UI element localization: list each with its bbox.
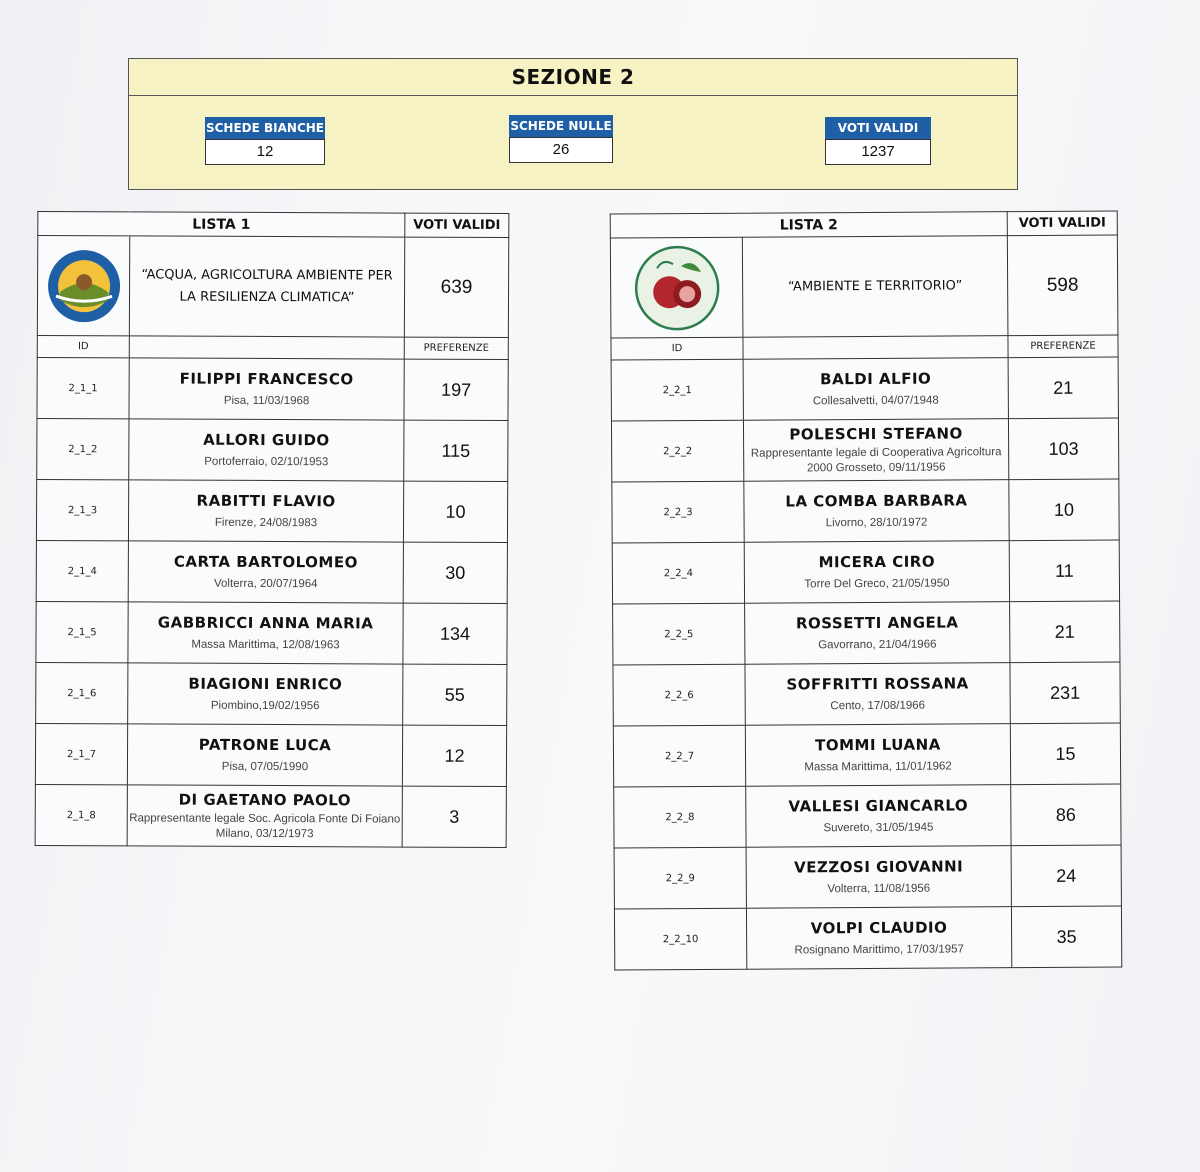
- candidate-cell: [743, 358, 1008, 421]
- candidate-detail: Massa Marittima, 12/08/1963: [191, 638, 340, 651]
- table-row: [35, 723, 506, 786]
- table-row: [612, 540, 1119, 604]
- candidate-cell: [127, 785, 402, 847]
- candidate-name: GABBRICCI ANNA MARIA: [157, 613, 374, 632]
- list-1-table: [35, 211, 510, 848]
- candidate-cell: [128, 541, 403, 603]
- candidate-votes: 12: [402, 725, 506, 786]
- candidate-detail: Piombino,19/02/1956: [210, 699, 320, 712]
- votes-header: VOTI VALIDI: [405, 213, 509, 237]
- candidate-votes: 15: [1010, 723, 1120, 785]
- candidate-name: FILIPPI FRANCESCO: [179, 369, 354, 388]
- candidate-votes: 3: [402, 786, 506, 847]
- table-row: [612, 479, 1119, 543]
- candidate-cell: [746, 785, 1011, 848]
- candidate-cell: [127, 724, 402, 786]
- candidate-id: 2_2_2: [611, 420, 743, 482]
- candidate-cell: [744, 480, 1009, 543]
- water-agriculture-logo-icon: [45, 244, 121, 328]
- table-row: [36, 662, 507, 725]
- candidate-name: TOMMI LUANA: [815, 735, 941, 754]
- section-summary: [128, 58, 1018, 190]
- candidate-votes: 134: [403, 603, 507, 664]
- name-header: [129, 336, 404, 359]
- candidate-detail: Gavorrano, 21/04/1966: [818, 638, 937, 651]
- candidate-id: 2_1_5: [36, 601, 128, 662]
- candidate-votes: 10: [1009, 479, 1119, 541]
- candidate-detail: Volterra, 11/08/1956: [827, 882, 931, 895]
- candidate-votes: 55: [403, 664, 507, 725]
- candidate-name: VALLESI GIANCARLO: [788, 795, 969, 815]
- candidate-name: VEZZOSI GIOVANNI: [794, 856, 964, 876]
- candidate-id: 2_1_4: [36, 540, 128, 601]
- candidate-cell: [746, 907, 1011, 970]
- candidate-id: 2_1_1: [37, 357, 129, 418]
- candidate-cell: [745, 602, 1010, 665]
- candidate-cell: [128, 663, 403, 725]
- candidate-name: DI GAETANO PAOLO: [178, 790, 352, 809]
- candidate-id: 2_1_7: [35, 723, 127, 784]
- table-row: [614, 784, 1121, 848]
- candidate-name: ALLORI GUIDO: [203, 430, 330, 449]
- candidate-detail: Collesalvetti, 04/07/1948: [812, 394, 939, 407]
- candidate-detail: Pisa, 11/03/1968: [223, 394, 310, 407]
- candidate-cell: [746, 846, 1011, 909]
- candidate-name: RABITTI FLAVIO: [196, 491, 336, 510]
- candidate-detail: Pisa, 07/05/1990: [221, 760, 309, 773]
- name-header: [743, 336, 1008, 360]
- candidate-votes: 115: [404, 420, 508, 481]
- table-row: [37, 418, 508, 481]
- table-row: [614, 845, 1121, 909]
- candidate-name: LA COMBA BARBARA: [785, 490, 968, 510]
- candidate-cell: [128, 480, 403, 542]
- candidate-name: CARTA BARTOLOMEO: [173, 552, 358, 571]
- candidate-id: 2_2_5: [613, 603, 745, 665]
- table-row: [36, 479, 507, 542]
- candidate-name: BALDI ALFIO: [820, 369, 932, 388]
- table-row: [36, 601, 507, 664]
- candidate-detail: Massa Marittima, 11/01/1962: [804, 759, 952, 773]
- candidate-detail: Volterra, 20/07/1964: [213, 577, 318, 590]
- list-logo: [37, 235, 129, 335]
- stat-voti-validi: [825, 117, 931, 165]
- table-row: [611, 418, 1118, 482]
- candidate-detail: Firenze, 24/08/1983: [214, 516, 318, 529]
- candidate-cell: [743, 419, 1008, 482]
- candidate-id: 2_1_3: [36, 479, 128, 540]
- candidate-id: 2_2_8: [614, 786, 746, 848]
- candidate-detail: Livorno, 28/10/1972: [825, 516, 928, 529]
- list-title: LISTA 1: [38, 211, 405, 237]
- candidate-id: 2_2_4: [612, 542, 744, 604]
- candidate-votes: 86: [1011, 784, 1121, 846]
- list-total-votes: 639: [404, 237, 508, 337]
- candidate-id: 2_1_2: [37, 418, 129, 479]
- list-logo: [610, 237, 743, 338]
- stat-label: SCHEDE BIANCHE: [205, 117, 325, 139]
- list-total-votes: 598: [1007, 235, 1118, 336]
- id-header: ID: [611, 337, 743, 360]
- stat-value: 1237: [825, 139, 931, 165]
- candidate-cell: [128, 602, 403, 664]
- candidate-votes: 231: [1010, 662, 1120, 724]
- candidate-votes: 11: [1009, 540, 1119, 602]
- candidate-votes: 35: [1011, 906, 1121, 968]
- candidate-id: 2_1_8: [35, 784, 127, 845]
- list-2-table: [610, 210, 1123, 970]
- table-row: [613, 723, 1120, 787]
- stat-value: 26: [509, 137, 613, 163]
- candidate-id: 2_2_7: [613, 725, 745, 787]
- candidate-detail: Cento, 17/08/1966: [830, 699, 926, 712]
- votes-header: VOTI VALIDI: [1007, 211, 1117, 236]
- candidate-name: PATRONE LUCA: [198, 735, 332, 754]
- candidate-votes: 103: [1008, 418, 1118, 480]
- list-title: LISTA 2: [610, 212, 1007, 238]
- table-row: [35, 784, 506, 847]
- candidate-detail: Rosignano Marittimo, 17/03/1957: [794, 942, 964, 956]
- candidate-cell: [744, 541, 1009, 604]
- candidate-cell: [745, 663, 1010, 726]
- table-row: [613, 601, 1120, 665]
- list-name: “ACQUA, AGRICOLTURA AMBIENTE PER LA RESILIENZA CLIMATICA”: [129, 236, 404, 337]
- candidate-id: 2_2_6: [613, 664, 745, 726]
- id-header: ID: [37, 335, 129, 357]
- table-row: [613, 662, 1120, 726]
- candidate-id: 2_2_1: [611, 359, 743, 421]
- stat-schede-nulle: [509, 115, 613, 163]
- candidate-id: 2_2_3: [612, 481, 744, 543]
- candidate-votes: 30: [403, 542, 507, 603]
- preferences-header: PREFERENZE: [1008, 335, 1118, 358]
- candidate-detail: Torre Del Greco, 21/05/1950: [804, 576, 950, 590]
- candidate-name: BIAGIONI ENRICO: [188, 674, 343, 693]
- candidate-name: ROSSETTI ANGELA: [795, 612, 959, 632]
- candidate-cell: [745, 724, 1010, 787]
- section-title: SEZIONE 2: [129, 59, 1017, 96]
- candidate-detail: Portoferraio, 02/10/1953: [204, 455, 329, 468]
- candidate-cell: [129, 419, 404, 481]
- candidate-detail: Rappresentante legale Soc. Agricola Fonte Di Foiano Milano, 03/12/1973: [129, 811, 401, 840]
- candidate-votes: 21: [1008, 357, 1118, 419]
- candidate-name: SOFFRITTI ROSSANA: [786, 673, 969, 693]
- table-row: [36, 540, 507, 603]
- preferences-header: PREFERENZE: [404, 337, 508, 359]
- candidate-detail: Suvereto, 31/05/1945: [823, 821, 934, 834]
- table-row: [37, 357, 508, 420]
- candidate-votes: 197: [404, 359, 508, 420]
- stat-label: SCHEDE NULLE: [509, 115, 613, 137]
- table-row: [614, 906, 1121, 970]
- candidate-id: 2_1_6: [36, 662, 128, 723]
- candidate-detail: Rappresentante legale di Cooperativa Agricoltura 2000 Grosseto, 09/11/1956: [750, 445, 1002, 474]
- table-row: [611, 357, 1118, 421]
- pomegranate-logo-icon: [632, 243, 721, 332]
- candidate-name: VOLPI CLAUDIO: [810, 918, 948, 937]
- list-name: “AMBIENTE E TERRITORIO”: [742, 236, 1008, 338]
- stat-value: 12: [205, 139, 325, 165]
- candidate-name: POLESCHI STEFANO: [789, 423, 963, 443]
- candidate-votes: 24: [1011, 845, 1121, 907]
- stat-label: VOTI VALIDI: [825, 117, 931, 139]
- stat-schede-bianche: [205, 117, 325, 165]
- candidate-votes: 21: [1010, 601, 1120, 663]
- candidate-id: 2_2_10: [614, 908, 746, 970]
- candidate-cell: [129, 358, 404, 420]
- candidate-votes: 10: [403, 481, 507, 542]
- candidate-name: MICERA CIRO: [818, 552, 936, 571]
- candidate-id: 2_2_9: [614, 847, 746, 909]
